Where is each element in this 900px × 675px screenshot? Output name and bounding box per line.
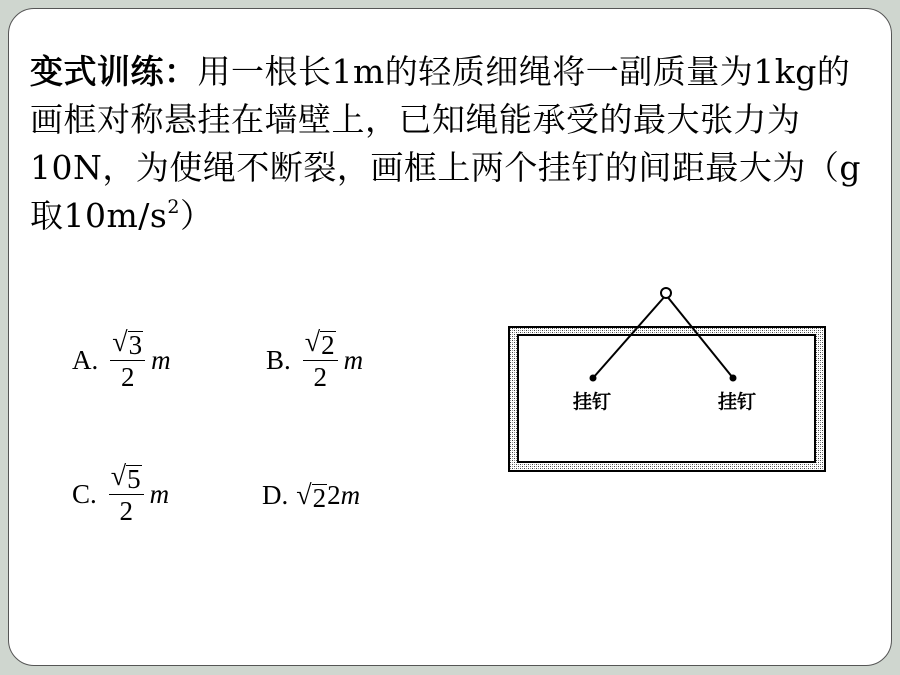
- right-peg-label: 挂钉: [717, 391, 757, 413]
- problem-text: 用一根长1m的轻质细绳将一副质量为1kg的画框对称悬挂在墙壁上，已知绳能承受的最大张力为10N，为使绳不断裂，画框上两个挂钉的间距最大为（g取10m/s: [30, 52, 861, 235]
- wall-hook-icon: [661, 288, 671, 298]
- option-a-unit: m: [151, 345, 171, 375]
- option-d-coefficient: 2: [327, 480, 341, 510]
- sqrt-sign-icon: √: [110, 461, 127, 492]
- option-c-unit: m: [149, 479, 170, 509]
- option-b-radicand: 2: [321, 330, 335, 360]
- option-a-denominator: 2: [120, 362, 135, 392]
- frame-border: [509, 327, 825, 471]
- option-c-radicand: 5: [127, 464, 141, 494]
- option-b-letter: B.: [266, 345, 291, 375]
- option-d-unit: m: [340, 480, 361, 510]
- option-a-radicand: 3: [128, 330, 143, 360]
- option-a-letter: A.: [72, 345, 99, 375]
- option-c-denominator: 2: [119, 496, 133, 526]
- option-d-radicand: 2: [312, 482, 327, 513]
- left-peg-icon: [590, 375, 597, 382]
- problem-lead: 变式训练：: [30, 52, 198, 91]
- problem-superscript: 2: [167, 196, 180, 218]
- left-peg-label: 挂钉: [572, 391, 612, 413]
- sqrt-sign-icon: √: [112, 327, 128, 358]
- problem-text-end: ）: [179, 196, 214, 235]
- right-peg-icon: [730, 375, 737, 382]
- sqrt-sign-icon: √: [296, 479, 312, 511]
- option-b-unit: m: [343, 345, 364, 375]
- option-d-letter: D.: [262, 480, 289, 510]
- option-c-letter: C.: [72, 479, 97, 509]
- option-b-denominator: 2: [313, 362, 327, 392]
- sqrt-sign-icon: √: [304, 327, 321, 358]
